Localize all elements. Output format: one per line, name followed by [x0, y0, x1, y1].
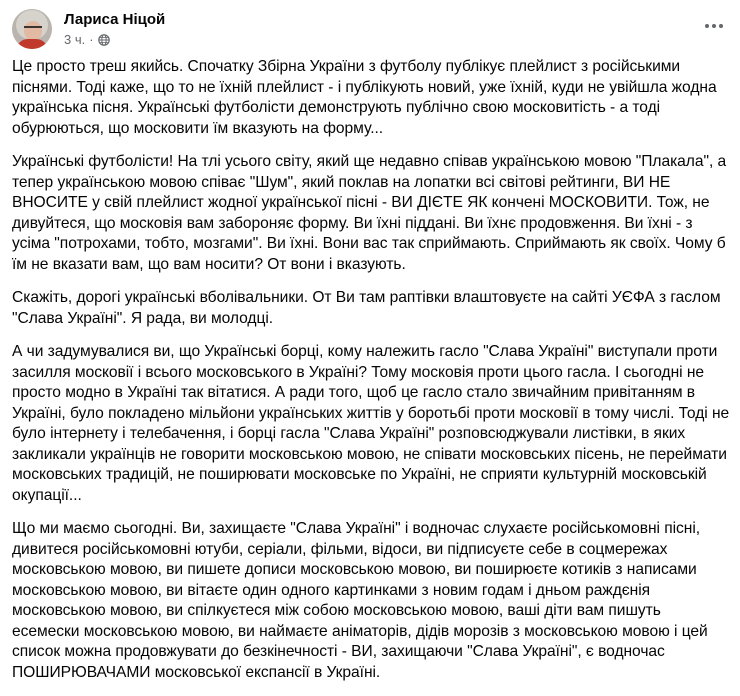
post-timestamp[interactable]: 3 ч. [64, 32, 86, 47]
post-body [12, 57, 732, 696]
avatar[interactable] [12, 9, 52, 49]
post-paragraph-3: Скажіть, дорогі українські вболівальники. От Ви там раптівки влаштовуєте на сайті УЄФА з гаслом "Слава Україні". Я рада, ви молодці. [12, 289, 721, 327]
post-subline [64, 32, 165, 48]
globe-icon [98, 34, 110, 46]
post-paragraph-1: Це просто треш якийсь. Спочатку Збірна України з футболу публікує плейлист з російськими піснями. Тоді каже, що то не їхній плейлист - і публікують новий, уже їхній, куди не увійшла жодна українська пісня. Українські футболісти демонструють публічно свою московитість - а тоді обурюються, що московити їм вказують на форму... [12, 58, 717, 137]
separator-dot: · [89, 32, 94, 47]
post-paragraph-5: Що ми маємо сьогодні. Ви, захищаєте "Слава Україні" і водночас слухаєте російськомовні пісні, дивитеся російськомовні ютуби, серіали, фільми, відоси, ви підписуєте себе в соцмережах московською мовою, ви пишете дописи московською мовою, ви поширюєте котиків з написами московською мовою, ви вітаєте один одного картинками з новим годам і дньом раждєнія московською мовою, ви спілкуєтеся між собою московською мовою, ваші діти вам пишуть есемески московською мовою, ви наймаєте аніматорів, дідів морозів з московською мовою і цей список можна продовжувати до безкінечності - ВИ, захищаючи "Слава Україні", є водночас ПОШИРЮВАЧАМИ московської експансії в Україні. [12, 520, 708, 681]
post-header [12, 6, 165, 52]
more-dots-icon [705, 24, 709, 28]
more-options-button[interactable] [696, 8, 732, 44]
author-name[interactable]: Лариса Ніцой [64, 11, 166, 28]
post-paragraph-2: Українські футболісти! На тлі усього світу, який ще недавно співав українською мовою "Плакала", а тепер українською мовою співає "Шум", який поклав на лопатки всі світові рейтинги, ВИ НЕ ВНОСИТЕ у свій плейлист жодної української пісні - ВИ ДІЄТЕ ЯК кончені МОСКОВИТИ. Тож, не дивуйтеся, що московія вам забороняє форму. Ви їхні піддані. Ви їхнє продовження. Ви їхні - з усіма "потрохами, тобто, мозгами". Ви їхні. Вони вас так сприймають. Сприймають як своїх. Чому б їм не вказати вам, що вам носити? От вони і вказують. [12, 153, 727, 273]
post-paragraph-4: А чи задумувалися ви, що Українські борці, кому належить гасло "Слава Україні" виступали проти засилля московії і всього московського в Україні? Тому московія проти цього гасла. І сьогодні не просто модно в Україні так вітатися. А ради того, щоб це гасло стало звичайним привітанням в Україні, було покладено мільйони українських життів у боротьбі проти московії в тому числі. Тоді не було інтернету і телебачення, і борці гасла "Слава Україні" розповсюджували листівки, в яких закликали українців не говорити московською мовою, не співати московських пісень, не переймати московських традицій, не поширювати московське по Україні, не сприяти культурній московській окупації... [12, 343, 730, 504]
post-meta [64, 10, 165, 48]
